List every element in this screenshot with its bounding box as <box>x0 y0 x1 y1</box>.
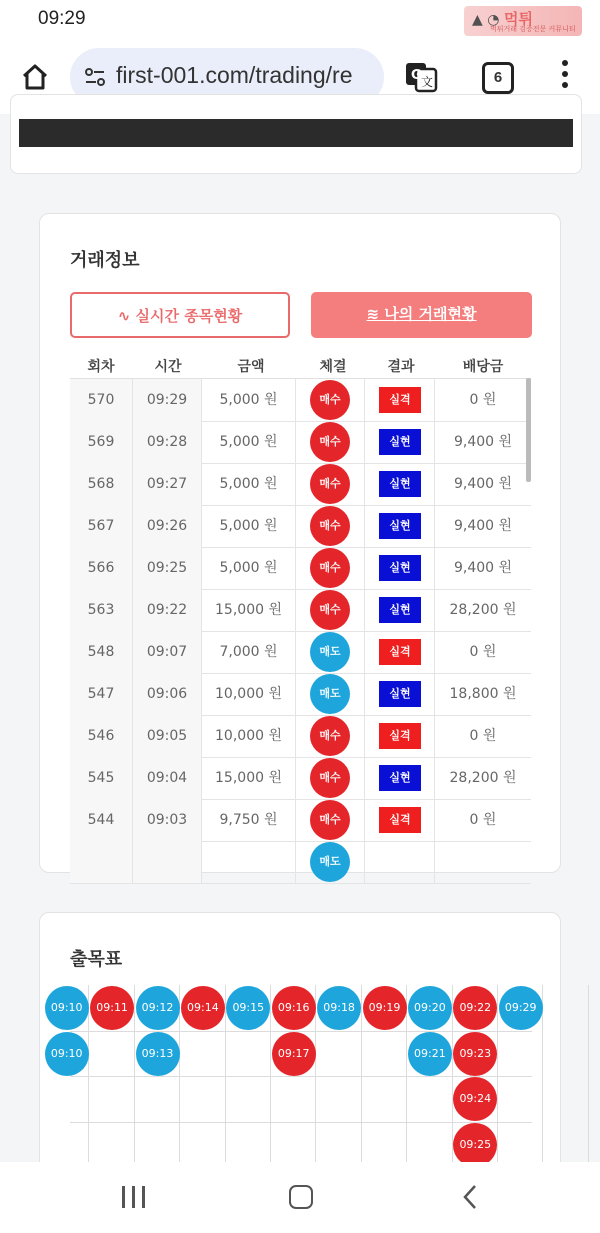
cell-round: 566 <box>70 547 133 589</box>
header-amount: 금액 <box>237 359 265 375</box>
realtime-status-button[interactable]: ∿ 실시간 종목현황 <box>70 292 290 338</box>
table-row <box>70 673 531 716</box>
sell-result-ball: 09:10 <box>45 1032 89 1076</box>
sell-result-ball: 09:10 <box>45 986 89 1030</box>
cell-time: 09:22 <box>133 589 202 631</box>
buy-result-ball: 09:19 <box>363 986 407 1030</box>
more-menu-icon[interactable] <box>560 60 570 94</box>
cell-time: 09:04 <box>133 757 202 799</box>
cell-execution <box>296 841 365 883</box>
sell-result-ball: 09:20 <box>408 986 452 1030</box>
cell-execution <box>296 757 365 799</box>
table-row <box>70 379 531 422</box>
translate-icon[interactable] <box>404 60 438 94</box>
sell-result-ball: 09:15 <box>226 986 270 1030</box>
my-trade-status-button[interactable]: ≋ 나의 거래현황 <box>311 292 532 338</box>
header-result: 결과 <box>387 359 415 375</box>
table-row <box>70 505 531 548</box>
cell-payout: 18,800 원 <box>449 686 517 702</box>
cell-time: 09:26 <box>133 505 202 547</box>
sell-badge: 매도 <box>310 632 350 672</box>
cell-round: 548 <box>70 631 133 673</box>
sell-badge: 매도 <box>310 842 350 882</box>
sell-result-ball: 09:29 <box>499 986 543 1030</box>
buy-result-ball: 09:24 <box>453 1077 497 1121</box>
history-title: 출목표 <box>70 949 123 970</box>
cell-payout: 9,400 원 <box>453 434 513 450</box>
cell-amount: 5,000 원 <box>202 505 296 547</box>
signal-icon: ▲ ◔ <box>472 12 500 28</box>
buy-result-ball: 09:22 <box>453 986 497 1030</box>
cell-amount: 7,000 원 <box>202 631 296 673</box>
cell-time <box>133 841 202 883</box>
buy-badge: 매수 <box>310 800 350 840</box>
cell-execution <box>296 463 365 505</box>
cell-round: 568 <box>70 463 133 505</box>
header-round: 회차 <box>87 359 115 375</box>
win-badge: 실현 <box>379 555 421 581</box>
table-scrollbar[interactable] <box>526 378 531 482</box>
loss-badge: 실격 <box>379 387 421 413</box>
cell-payout: 0 원 <box>469 392 497 408</box>
cell-amount: 15,000 원 <box>202 757 296 799</box>
grid-line <box>70 1076 532 1077</box>
cell-execution <box>296 799 365 841</box>
win-badge: 실현 <box>379 471 421 497</box>
dark-bar <box>19 119 573 147</box>
header-time: 시간 <box>154 359 182 375</box>
cell-amount: 10,000 원 <box>202 715 296 757</box>
cell-execution <box>296 673 365 715</box>
buy-badge: 매수 <box>310 590 350 630</box>
win-badge: 실현 <box>379 597 421 623</box>
cell-result <box>365 505 435 547</box>
cell-payout: 28,200 원 <box>449 602 517 618</box>
buy-result-ball: 09:11 <box>90 986 134 1030</box>
cell-amount: 15,000 원 <box>202 589 296 631</box>
site-settings-icon[interactable] <box>82 64 108 90</box>
buy-result-ball: 09:23 <box>453 1032 497 1076</box>
table-row <box>70 547 531 590</box>
trade-info-card <box>39 213 561 873</box>
cell-amount: 9,750 원 <box>202 799 296 841</box>
cell-payout: 9,400 원 <box>453 518 513 534</box>
table-row <box>70 715 531 758</box>
cell-result <box>365 463 435 505</box>
cell-result <box>365 421 435 463</box>
cell-result <box>365 715 435 757</box>
system-nav-bar <box>0 1162 600 1233</box>
sell-result-ball: 09:13 <box>136 1032 180 1076</box>
watermark-subtext: 먹튀거래 검증전문 커뮤니티 <box>490 25 576 33</box>
cell-amount: 5,000 원 <box>202 547 296 589</box>
table-header <box>70 352 530 378</box>
grid-line <box>70 1031 532 1032</box>
cell-execution <box>296 421 365 463</box>
recent-apps-icon[interactable] <box>122 1186 146 1208</box>
previous-card <box>10 94 582 174</box>
svg-text:文: 文 <box>421 75 434 89</box>
header-payout: 배당금 <box>462 359 504 375</box>
win-badge: 실현 <box>379 681 421 707</box>
sell-result-ball: 09:21 <box>408 1032 452 1076</box>
cell-round: 546 <box>70 715 133 757</box>
cell-result <box>365 547 435 589</box>
loss-badge: 실격 <box>379 723 421 749</box>
tab-switcher-button[interactable]: 6 <box>482 62 514 94</box>
buy-badge: 매수 <box>310 464 350 504</box>
cell-execution <box>296 547 365 589</box>
buy-badge: 매수 <box>310 380 350 420</box>
cell-round: 544 <box>70 799 133 841</box>
table-row <box>70 589 531 632</box>
trade-info-title: 거래정보 <box>70 250 140 271</box>
buy-result-ball: 09:25 <box>453 1123 497 1167</box>
cell-payout: 0 원 <box>469 644 497 660</box>
cell-time: 09:27 <box>133 463 202 505</box>
cell-time: 09:25 <box>133 547 202 589</box>
cell-result <box>365 841 435 883</box>
buy-badge: 매수 <box>310 758 350 798</box>
table-row <box>70 421 531 464</box>
grid-line <box>70 1122 532 1123</box>
cell-round: 569 <box>70 421 133 463</box>
cell-time: 09:03 <box>133 799 202 841</box>
table-row <box>70 463 531 506</box>
table-row <box>70 757 531 800</box>
trade-table-body[interactable] <box>70 378 531 868</box>
cell-round: 545 <box>70 757 133 799</box>
home-icon[interactable] <box>20 62 50 92</box>
table-row <box>70 631 531 674</box>
cell-amount: 5,000 원 <box>202 379 296 421</box>
win-badge: 실현 <box>379 429 421 455</box>
header-execution: 체결 <box>319 359 347 375</box>
cell-amount <box>202 841 296 883</box>
buy-result-ball: 09:16 <box>272 986 316 1030</box>
cell-result <box>365 799 435 841</box>
cell-payout: 0 원 <box>469 728 497 744</box>
cell-execution <box>296 589 365 631</box>
cell-time: 09:07 <box>133 631 202 673</box>
cell-result <box>365 757 435 799</box>
cell-execution <box>296 505 365 547</box>
cell-payout: 9,400 원 <box>453 560 513 576</box>
buy-badge: 매수 <box>310 716 350 756</box>
status-time: 09:29 <box>38 8 86 29</box>
cell-time: 09:05 <box>133 715 202 757</box>
cell-round: 547 <box>70 673 133 715</box>
buy-result-ball: 09:14 <box>181 986 225 1030</box>
status-bar <box>0 0 600 40</box>
buy-result-ball: 09:17 <box>272 1032 316 1076</box>
buy-badge: 매수 <box>310 548 350 588</box>
cell-execution <box>296 379 365 421</box>
table-row <box>70 841 531 884</box>
cell-execution <box>296 715 365 757</box>
svg-text:G: G <box>411 68 422 83</box>
cell-round: 563 <box>70 589 133 631</box>
cell-round <box>70 841 133 883</box>
cell-time: 09:06 <box>133 673 202 715</box>
cell-round: 570 <box>70 379 133 421</box>
buy-badge: 매수 <box>310 422 350 462</box>
status-icons <box>464 6 582 36</box>
cell-result <box>365 631 435 673</box>
back-icon[interactable] <box>462 1184 478 1210</box>
cell-execution <box>296 631 365 673</box>
buy-badge: 매수 <box>310 506 350 546</box>
cell-result <box>365 379 435 421</box>
loss-badge: 실격 <box>379 639 421 665</box>
sell-result-ball: 09:18 <box>317 986 361 1030</box>
cell-round: 567 <box>70 505 133 547</box>
cell-payout: 28,200 원 <box>449 770 517 786</box>
loss-badge: 실격 <box>379 807 421 833</box>
cell-amount: 5,000 원 <box>202 421 296 463</box>
cell-result <box>365 589 435 631</box>
cell-payout: 9,400 원 <box>453 476 513 492</box>
watermark-text: 먹튀 <box>504 10 533 28</box>
sell-result-ball: 09:12 <box>136 986 180 1030</box>
url-text: first-001.com/trading/re <box>116 62 353 88</box>
win-badge: 실현 <box>379 765 421 791</box>
table-row <box>70 799 531 842</box>
page-content <box>0 114 600 1162</box>
cell-amount: 5,000 원 <box>202 463 296 505</box>
nav-home-icon[interactable] <box>289 1185 313 1209</box>
win-badge: 실현 <box>379 513 421 539</box>
cell-result <box>365 673 435 715</box>
cell-amount: 10,000 원 <box>202 673 296 715</box>
cell-time: 09:28 <box>133 421 202 463</box>
cell-time: 09:29 <box>133 379 202 421</box>
sell-badge: 매도 <box>310 674 350 714</box>
cell-payout: 0 원 <box>469 812 497 828</box>
cell-payout <box>435 841 531 883</box>
